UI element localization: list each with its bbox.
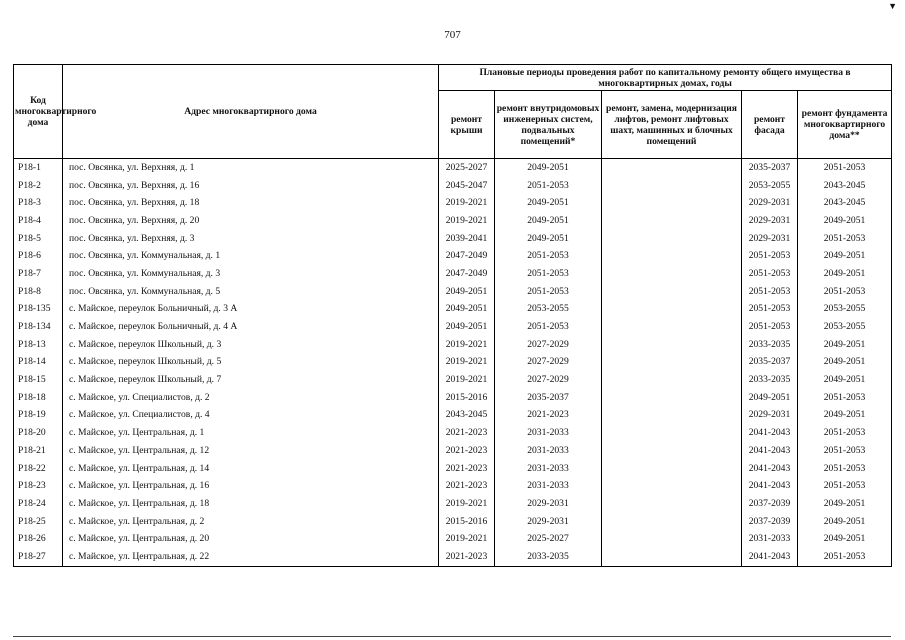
cell-address: пос. Овсянка, ул. Верхняя, д. 20 — [63, 212, 439, 230]
header-systems: ремонт внутридомовых инженерных систем, подвальных помещений* — [495, 91, 602, 159]
cell-address: пос. Овсянка, ул. Коммунальная, д. 5 — [63, 283, 439, 301]
cell-foundation: 2051-2053 — [798, 548, 892, 566]
cell-facade: 2051-2053 — [742, 283, 798, 301]
table-row — [14, 407, 892, 425]
cell-facade: 2041-2043 — [742, 477, 798, 495]
cell-roof: 2049-2051 — [439, 301, 495, 319]
cell-systems: 2035-2037 — [495, 389, 602, 407]
cell-foundation: 2043-2045 — [798, 177, 892, 195]
cell-address: с. Майское, ул. Центральная, д. 12 — [63, 442, 439, 460]
cell-lifts — [602, 424, 742, 442]
cell-address: с. Майское, переулок Больничный, д. 4 А — [63, 318, 439, 336]
cell-roof: 2039-2041 — [439, 230, 495, 248]
cell-systems: 2027-2029 — [495, 371, 602, 389]
cell-code: P18-26 — [14, 530, 63, 548]
cell-code: P18-1 — [14, 159, 63, 177]
cell-code: P18-13 — [14, 336, 63, 354]
cell-code: P18-24 — [14, 495, 63, 513]
cell-code: P18-25 — [14, 513, 63, 531]
cell-roof: 2021-2023 — [439, 424, 495, 442]
cell-systems: 2049-2051 — [495, 230, 602, 248]
cell-foundation: 2051-2053 — [798, 389, 892, 407]
cell-foundation: 2049-2051 — [798, 407, 892, 425]
table-row — [14, 194, 892, 212]
table-row — [14, 495, 892, 513]
cell-roof: 2043-2045 — [439, 407, 495, 425]
cell-facade: 2031-2033 — [742, 530, 798, 548]
cell-lifts — [602, 460, 742, 478]
cell-address: с. Майское, ул. Специалистов, д. 2 — [63, 389, 439, 407]
table-row — [14, 371, 892, 389]
cell-roof: 2019-2021 — [439, 336, 495, 354]
cell-lifts — [602, 442, 742, 460]
header-code: Код многоквартирного дома — [14, 65, 63, 159]
cell-systems: 2049-2051 — [495, 194, 602, 212]
table-row — [14, 247, 892, 265]
cell-foundation: 2051-2053 — [798, 424, 892, 442]
cell-systems: 2025-2027 — [495, 530, 602, 548]
cell-foundation: 2049-2051 — [798, 371, 892, 389]
cell-code: P18-135 — [14, 301, 63, 319]
cell-code: P18-21 — [14, 442, 63, 460]
cell-roof: 2019-2021 — [439, 371, 495, 389]
cell-foundation: 2043-2045 — [798, 194, 892, 212]
table-row — [14, 230, 892, 248]
cell-address: пос. Овсянка, ул. Верхняя, д. 16 — [63, 177, 439, 195]
table-row — [14, 265, 892, 283]
cell-address: с. Майское, переулок Школьный, д. 3 — [63, 336, 439, 354]
table-header — [14, 65, 892, 159]
cell-foundation: 2051-2053 — [798, 283, 892, 301]
cell-lifts — [602, 159, 742, 177]
cell-address: с. Майское, ул. Центральная, д. 14 — [63, 460, 439, 478]
cell-lifts — [602, 354, 742, 372]
table-row — [14, 460, 892, 478]
cell-roof: 2019-2021 — [439, 530, 495, 548]
cell-lifts — [602, 389, 742, 407]
cell-code: P18-19 — [14, 407, 63, 425]
cell-address: с. Майское, переулок Школьный, д. 7 — [63, 371, 439, 389]
cell-code: P18-18 — [14, 389, 63, 407]
cell-lifts — [602, 495, 742, 513]
table-row — [14, 424, 892, 442]
cell-systems: 2033-2035 — [495, 548, 602, 566]
header-lifts: ремонт, замена, модернизация лифтов, ремонт лифтовых шахт, машинных и блочных помещений — [602, 91, 742, 159]
cell-facade: 2037-2039 — [742, 513, 798, 531]
cell-systems: 2051-2053 — [495, 247, 602, 265]
cell-facade: 2041-2043 — [742, 548, 798, 566]
cell-foundation: 2051-2053 — [798, 442, 892, 460]
cell-foundation: 2049-2051 — [798, 212, 892, 230]
table-row — [14, 389, 892, 407]
cell-address: с. Майское, переулок Школьный, д. 5 — [63, 354, 439, 372]
cell-roof: 2045-2047 — [439, 177, 495, 195]
cell-roof: 2047-2049 — [439, 265, 495, 283]
table-row — [14, 477, 892, 495]
cell-address: с. Майское, ул. Центральная, д. 2 — [63, 513, 439, 531]
cell-lifts — [602, 530, 742, 548]
cell-code: P18-27 — [14, 548, 63, 566]
cell-code: P18-7 — [14, 265, 63, 283]
cell-address: с. Майское, переулок Больничный, д. 3 А — [63, 301, 439, 319]
cell-systems: 2031-2033 — [495, 460, 602, 478]
cell-systems: 2031-2033 — [495, 477, 602, 495]
footer-rule — [13, 636, 891, 637]
cell-facade: 2033-2035 — [742, 336, 798, 354]
cell-systems: 2049-2051 — [495, 159, 602, 177]
cell-code: P18-22 — [14, 460, 63, 478]
cell-roof: 2025-2027 — [439, 159, 495, 177]
cell-roof: 2021-2023 — [439, 477, 495, 495]
cell-foundation: 2049-2051 — [798, 247, 892, 265]
table-row — [14, 283, 892, 301]
cell-roof: 2049-2051 — [439, 283, 495, 301]
cell-foundation: 2053-2055 — [798, 318, 892, 336]
cell-facade: 2051-2053 — [742, 318, 798, 336]
cell-facade: 2041-2043 — [742, 460, 798, 478]
cell-address: пос. Овсянка, ул. Верхняя, д. 18 — [63, 194, 439, 212]
cell-roof: 2015-2016 — [439, 513, 495, 531]
table-row — [14, 354, 892, 372]
cell-roof: 2015-2016 — [439, 389, 495, 407]
cell-facade: 2049-2051 — [742, 389, 798, 407]
table-row — [14, 212, 892, 230]
cell-foundation: 2051-2053 — [798, 460, 892, 478]
cell-foundation: 2049-2051 — [798, 354, 892, 372]
table-row — [14, 159, 892, 177]
cell-foundation: 2051-2053 — [798, 159, 892, 177]
cell-code: P18-23 — [14, 477, 63, 495]
cell-foundation: 2049-2051 — [798, 265, 892, 283]
cell-address: с. Майское, ул. Центральная, д. 22 — [63, 548, 439, 566]
cell-systems: 2049-2051 — [495, 212, 602, 230]
cell-lifts — [602, 177, 742, 195]
cell-code: P18-15 — [14, 371, 63, 389]
cell-address: с. Майское, ул. Специалистов, д. 4 — [63, 407, 439, 425]
cell-roof: 2021-2023 — [439, 442, 495, 460]
cell-lifts — [602, 212, 742, 230]
table-row — [14, 548, 892, 566]
cell-systems: 2051-2053 — [495, 265, 602, 283]
cell-code: P18-20 — [14, 424, 63, 442]
cell-systems: 2051-2053 — [495, 283, 602, 301]
cell-code: P18-4 — [14, 212, 63, 230]
cell-address: с. Майское, ул. Центральная, д. 18 — [63, 495, 439, 513]
corner-arrow-icon: ▼ — [888, 1, 897, 11]
table-body — [14, 159, 892, 567]
cell-address: пос. Овсянка, ул. Коммунальная, д. 1 — [63, 247, 439, 265]
cell-systems: 2027-2029 — [495, 336, 602, 354]
cell-lifts — [602, 318, 742, 336]
cell-lifts — [602, 194, 742, 212]
cell-foundation: 2051-2053 — [798, 230, 892, 248]
table-row — [14, 336, 892, 354]
cell-code: P18-6 — [14, 247, 63, 265]
cell-lifts — [602, 548, 742, 566]
header-facade: ремонт фасада — [742, 91, 798, 159]
cell-lifts — [602, 477, 742, 495]
cell-facade: 2033-2035 — [742, 371, 798, 389]
cell-lifts — [602, 301, 742, 319]
header-foundation: ремонт фундамента многоквартирного дома** — [798, 91, 892, 159]
cell-facade: 2041-2043 — [742, 442, 798, 460]
cell-facade: 2037-2039 — [742, 495, 798, 513]
table-row — [14, 318, 892, 336]
cell-systems: 2027-2029 — [495, 354, 602, 372]
cell-facade: 2051-2053 — [742, 301, 798, 319]
cell-facade: 2041-2043 — [742, 424, 798, 442]
cell-facade: 2051-2053 — [742, 265, 798, 283]
cell-code: P18-14 — [14, 354, 63, 372]
cell-code: P18-134 — [14, 318, 63, 336]
header-periods-group: Плановые периоды проведения работ по капитальному ремонту общего имущества в многоквартирных домах, годы — [439, 65, 892, 91]
cell-roof: 2049-2051 — [439, 318, 495, 336]
header-roof: ремонт крыши — [439, 91, 495, 159]
cell-systems: 2031-2033 — [495, 424, 602, 442]
header-address: Адрес многоквартирного дома — [63, 65, 439, 159]
cell-roof: 2019-2021 — [439, 354, 495, 372]
cell-systems: 2021-2023 — [495, 407, 602, 425]
cell-lifts — [602, 513, 742, 531]
cell-systems: 2029-2031 — [495, 513, 602, 531]
cell-lifts — [602, 247, 742, 265]
table-row — [14, 442, 892, 460]
cell-roof: 2021-2023 — [439, 460, 495, 478]
cell-address: пос. Овсянка, ул. Верхняя, д. 3 — [63, 230, 439, 248]
table-row — [14, 513, 892, 531]
cell-facade: 2051-2053 — [742, 247, 798, 265]
cell-roof: 2019-2021 — [439, 495, 495, 513]
table-row — [14, 530, 892, 548]
cell-lifts — [602, 283, 742, 301]
table-row — [14, 301, 892, 319]
cell-facade: 2029-2031 — [742, 212, 798, 230]
cell-facade: 2029-2031 — [742, 230, 798, 248]
cell-code: P18-8 — [14, 283, 63, 301]
cell-address: с. Майское, ул. Центральная, д. 20 — [63, 530, 439, 548]
cell-facade: 2053-2055 — [742, 177, 798, 195]
cell-foundation: 2051-2053 — [798, 477, 892, 495]
cell-code: P18-3 — [14, 194, 63, 212]
cell-systems: 2053-2055 — [495, 301, 602, 319]
cell-foundation: 2049-2051 — [798, 336, 892, 354]
cell-systems: 2051-2053 — [495, 177, 602, 195]
cell-address: с. Майское, ул. Центральная, д. 1 — [63, 424, 439, 442]
cell-lifts — [602, 230, 742, 248]
cell-foundation: 2053-2055 — [798, 301, 892, 319]
cell-address: пос. Овсянка, ул. Коммунальная, д. 3 — [63, 265, 439, 283]
capital-repair-table — [13, 64, 892, 567]
cell-address: пос. Овсянка, ул. Верхняя, д. 1 — [63, 159, 439, 177]
table-row — [14, 177, 892, 195]
cell-foundation: 2049-2051 — [798, 530, 892, 548]
cell-roof: 2021-2023 — [439, 548, 495, 566]
cell-facade: 2029-2031 — [742, 407, 798, 425]
cell-roof: 2047-2049 — [439, 247, 495, 265]
cell-facade: 2035-2037 — [742, 354, 798, 372]
cell-lifts — [602, 265, 742, 283]
cell-foundation: 2049-2051 — [798, 495, 892, 513]
cell-address: с. Майское, ул. Центральная, д. 16 — [63, 477, 439, 495]
cell-lifts — [602, 371, 742, 389]
cell-lifts — [602, 407, 742, 425]
cell-facade: 2029-2031 — [742, 194, 798, 212]
cell-facade: 2035-2037 — [742, 159, 798, 177]
cell-lifts — [602, 336, 742, 354]
cell-roof: 2019-2021 — [439, 212, 495, 230]
cell-systems: 2029-2031 — [495, 495, 602, 513]
cell-systems: 2051-2053 — [495, 318, 602, 336]
cell-foundation: 2049-2051 — [798, 513, 892, 531]
page-number: 707 — [444, 29, 461, 41]
cell-code: P18-5 — [14, 230, 63, 248]
cell-roof: 2019-2021 — [439, 194, 495, 212]
cell-code: P18-2 — [14, 177, 63, 195]
cell-systems: 2031-2033 — [495, 442, 602, 460]
